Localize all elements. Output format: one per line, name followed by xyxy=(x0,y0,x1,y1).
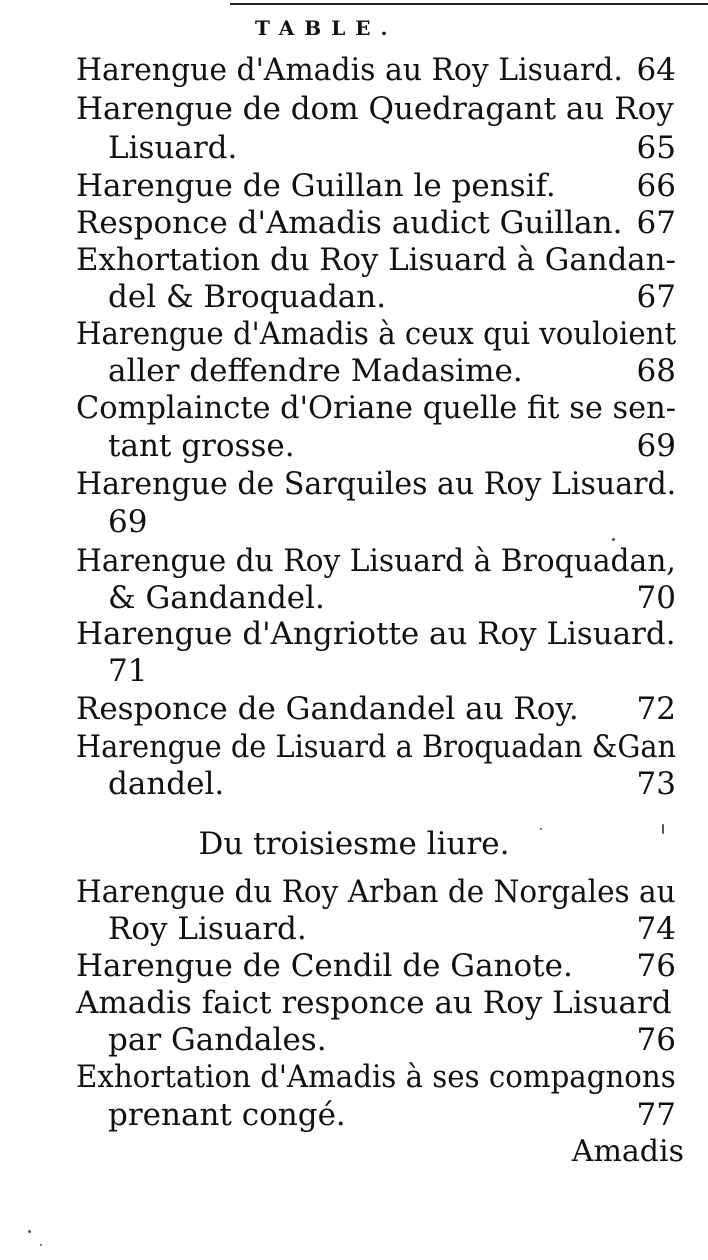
entry-text: Harengue d'Angriotte au Roy Lisuard. xyxy=(76,616,676,652)
page-number: 64 xyxy=(636,52,676,88)
entry-text: Harengue du Roy Lisuard à Broquadan, xyxy=(76,543,676,579)
page-number: 72 xyxy=(636,691,676,727)
toc-line xyxy=(108,1020,676,1060)
scan-speck xyxy=(540,828,542,830)
toc-line xyxy=(76,464,676,504)
entry-text: Harengue de Guillan le pensif. xyxy=(76,168,556,204)
entry-text: tant grosse. xyxy=(108,428,295,464)
scan-speck xyxy=(40,1244,42,1246)
page-number: 74 xyxy=(636,911,676,947)
toc-line xyxy=(76,983,676,1023)
page-number: 67 xyxy=(636,205,676,241)
entry-text: Responce de Gandandel au Roy. xyxy=(76,691,579,727)
entry-text: Roy Lisuard. xyxy=(108,911,307,947)
page-number: 66 xyxy=(636,168,676,204)
toc-line xyxy=(108,1095,676,1135)
page-number: 70 xyxy=(636,580,676,616)
scan-speck xyxy=(612,538,615,541)
page-number: 73 xyxy=(636,766,676,802)
toc-line xyxy=(76,240,676,280)
page-number: 65 xyxy=(636,130,676,166)
entry-text: Amadis faict responce au Roy Lisuard xyxy=(76,985,672,1021)
toc-line xyxy=(76,50,676,90)
entry-text: Complaincte d'Oriane quelle fit se sen- xyxy=(76,390,677,426)
toc-line xyxy=(76,388,676,428)
entry-text: Exhortation du Roy Lisuard à Gandan- xyxy=(76,242,676,278)
entry-text: prenant congé. xyxy=(108,1097,346,1133)
entry-text: Exhortation d'Amadis à ses compagnons xyxy=(76,1059,676,1095)
entry-text: aller deffendre Madasime. xyxy=(108,353,523,389)
entry-text: 69 xyxy=(108,504,148,540)
entry-text: Harengue de dom Quedragant au Roy xyxy=(76,91,674,127)
toc-line xyxy=(108,502,676,542)
entry-text: dandel. xyxy=(108,766,225,802)
toc-line xyxy=(76,203,676,243)
entry-text: 71 xyxy=(108,653,148,689)
entry-text: & Gandandel. xyxy=(108,580,325,616)
toc-line xyxy=(108,909,676,949)
header-rule xyxy=(230,3,708,5)
page-number: 76 xyxy=(636,1022,676,1058)
toc-line xyxy=(76,166,676,206)
toc-line xyxy=(76,541,676,581)
toc-line xyxy=(76,872,676,912)
page-number: 67 xyxy=(636,279,676,315)
entry-text: Lisuard. xyxy=(108,130,238,166)
entry-text: Harengue de Sarquiles au Roy Lisuard. xyxy=(76,466,677,502)
toc-line xyxy=(76,1057,676,1097)
toc-line xyxy=(108,426,676,466)
toc-line xyxy=(108,764,676,804)
page-number: 68 xyxy=(636,353,676,389)
toc-line xyxy=(108,128,676,168)
toc-line xyxy=(108,277,676,317)
entry-text: Harengue d'Amadis au Roy Lisuard. xyxy=(76,52,623,88)
toc-line xyxy=(76,946,676,986)
toc-line xyxy=(76,89,676,129)
entry-text: Harengue du Roy Arban de Norgales au xyxy=(76,874,676,910)
toc-line xyxy=(76,689,676,729)
entry-text: del & Broquadan. xyxy=(108,279,387,315)
entry-text: Responce d'Amadis audict Guillan. xyxy=(76,205,623,241)
running-head: TABLE. xyxy=(255,16,398,40)
toc-line xyxy=(108,351,676,391)
scan-speck xyxy=(28,1230,31,1233)
toc-line xyxy=(108,651,676,691)
page-number: 76 xyxy=(636,948,676,984)
toc-line xyxy=(76,314,676,354)
toc-line xyxy=(108,578,676,618)
entry-text: Harengue de Lisuard a Broquadan &Gan xyxy=(76,729,677,765)
entry-text: Harengue de Cendil de Ganote. xyxy=(76,948,573,984)
toc-line xyxy=(76,727,676,767)
page-number: 77 xyxy=(636,1097,676,1133)
toc-line xyxy=(76,614,676,654)
section-title: Du troisiesme liure. xyxy=(198,826,510,862)
catchword: Amadis xyxy=(571,1134,684,1169)
entry-text: par Gandales. xyxy=(108,1022,327,1058)
entry-text: Harengue d'Amadis à ceux qui vouloient xyxy=(76,316,677,352)
scan-speck xyxy=(662,824,664,834)
page-number: 69 xyxy=(636,428,676,464)
